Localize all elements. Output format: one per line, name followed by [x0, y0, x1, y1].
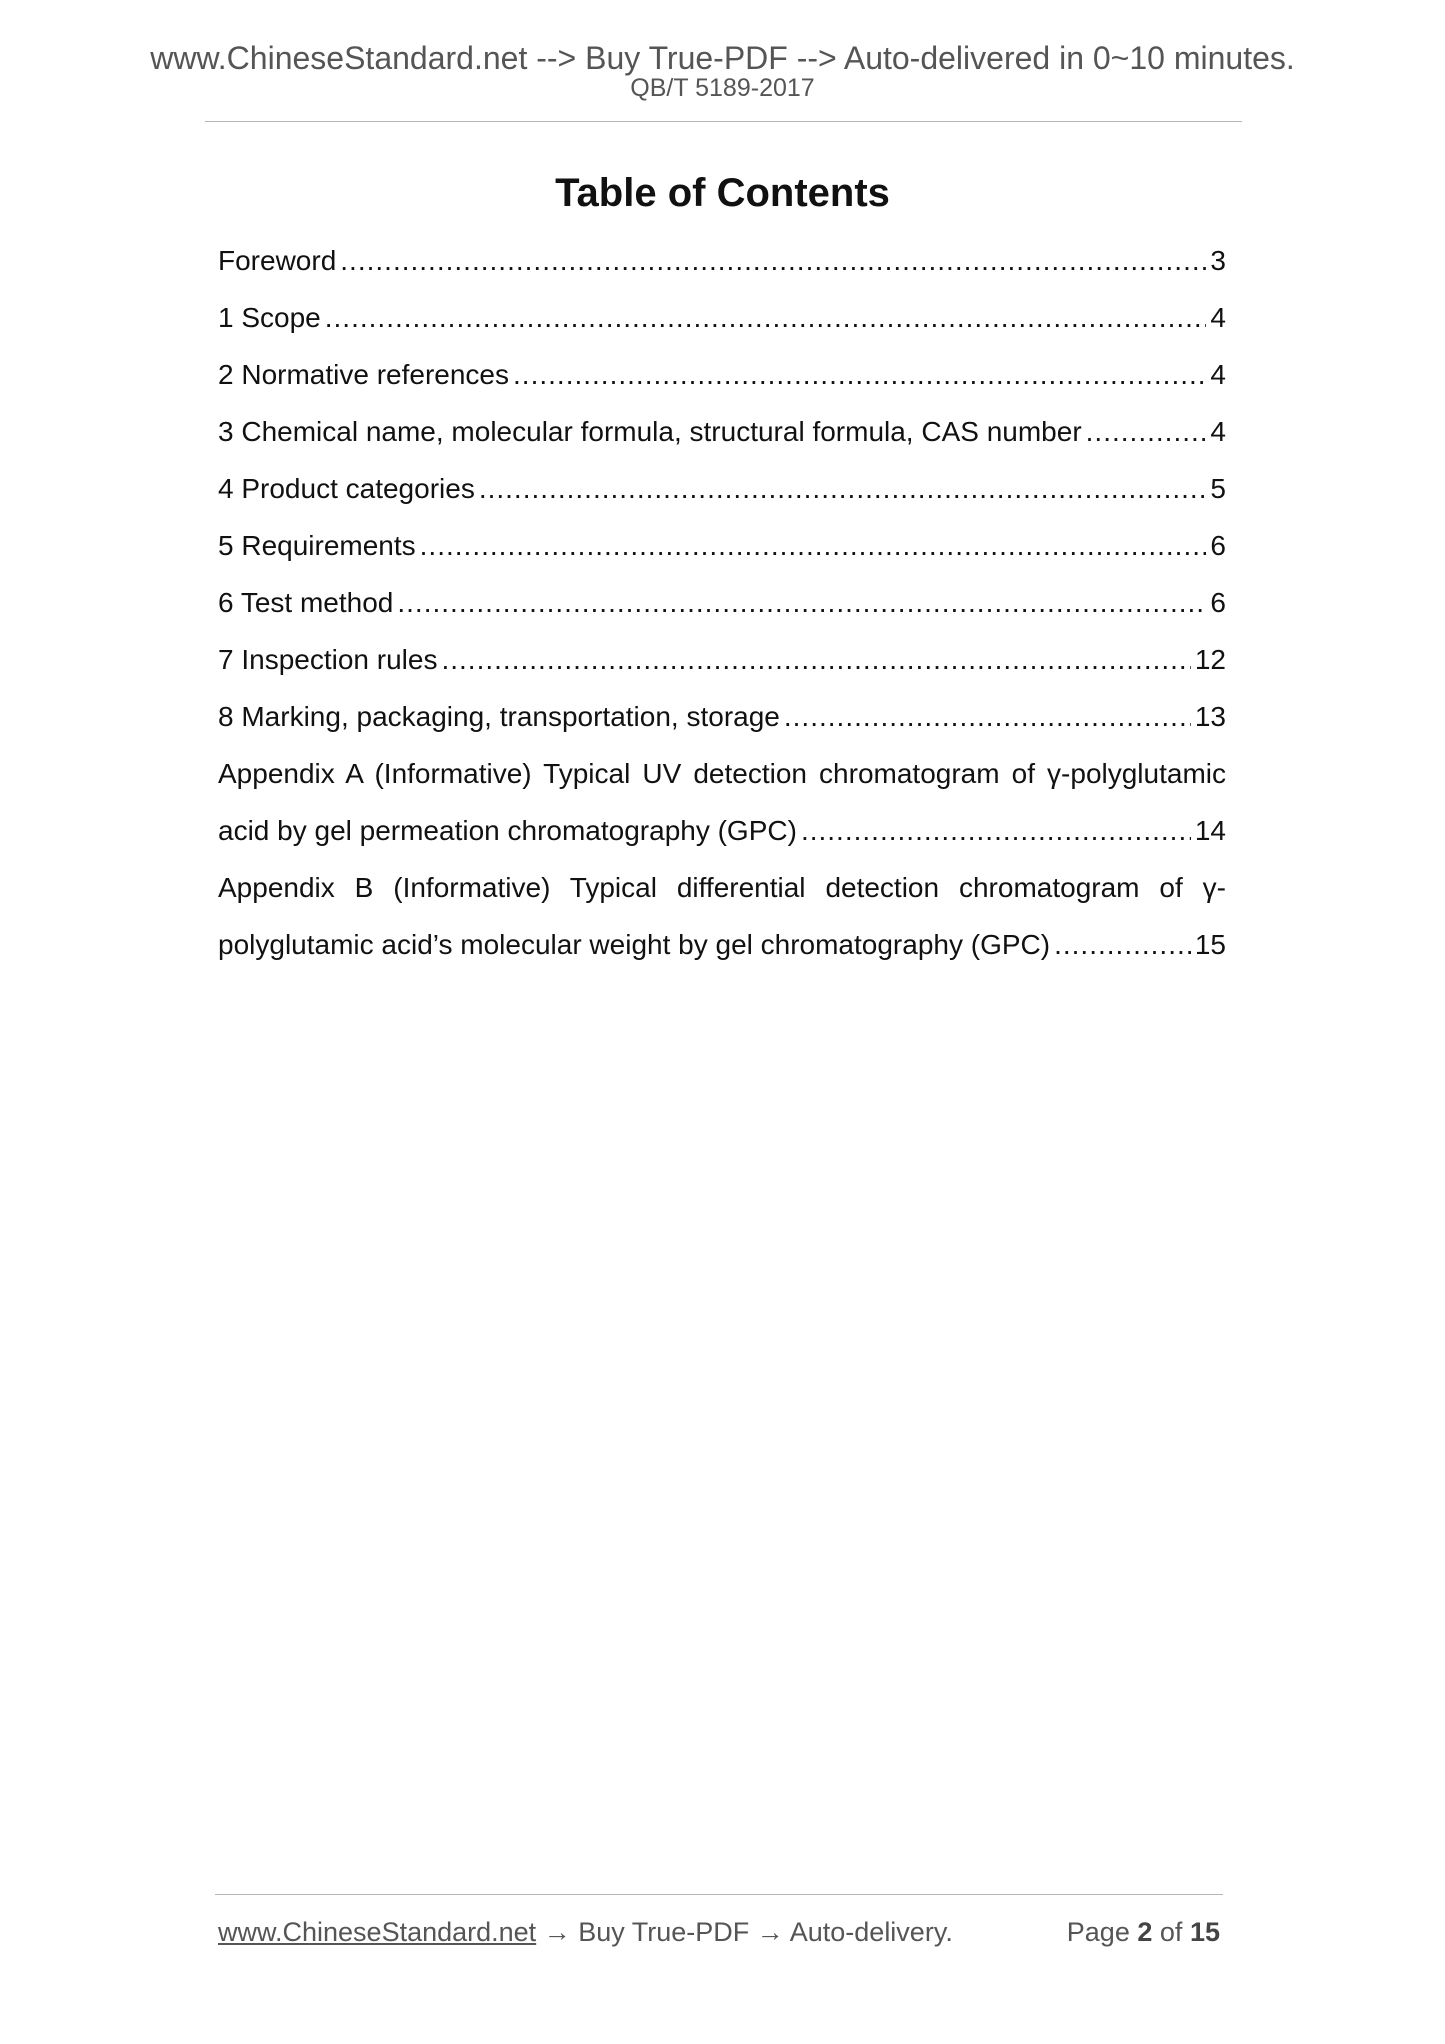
toc-entry-test-method[interactable]	[218, 574, 1226, 631]
toc-entry-appendix-a-line1[interactable]: Appendix A (Informative) Typical UV detection chromatogram of γ-polyglutamic	[218, 758, 1226, 789]
toc-entry-label: polyglutamic acid’s molecular weight by gel chromatography (GPC)	[218, 929, 1051, 960]
toc-leader-dots	[513, 346, 1206, 403]
toc-entry-page: 12	[1194, 644, 1226, 675]
toc-leader-dots	[397, 574, 1206, 631]
toc-entry-page: 4	[1210, 302, 1226, 333]
toc-leader-dots	[801, 802, 1191, 859]
toc-entry-page: 14	[1194, 815, 1226, 846]
toc-entry-label: 7 Inspection rules	[218, 644, 438, 675]
toc-entry-marking-packaging[interactable]	[218, 688, 1226, 745]
toc-entry-requirements[interactable]	[218, 517, 1226, 574]
toc-entry-appendix-b[interactable]	[218, 916, 1226, 973]
toc-entry-label: 6 Test method	[218, 587, 394, 618]
toc-entry-label: 1 Scope	[218, 302, 321, 333]
toc-entry-page: 6	[1210, 587, 1226, 618]
page-prefix: Page	[1066, 1917, 1130, 1947]
top-banner: www.ChineseStandard.net --> Buy True-PDF --> Auto-delivered in 0~10 minutes.	[150, 40, 1295, 76]
footer-left	[218, 1914, 953, 1950]
toc-leader-dots	[420, 517, 1207, 574]
toc-entry-page: 5	[1210, 473, 1226, 504]
page-of: of	[1159, 1917, 1183, 1947]
toc-entry-scope[interactable]	[218, 289, 1226, 346]
toc-leader-dots	[325, 289, 1207, 346]
toc-entry-label: Foreword	[218, 245, 337, 276]
header-divider	[205, 121, 1242, 122]
toc-entry-page: 4	[1210, 359, 1226, 390]
page-total: 15	[1189, 1917, 1220, 1947]
footer-website-link[interactable]: www.ChineseStandard.net	[218, 1917, 537, 1947]
toc-entry-product-categories[interactable]	[218, 460, 1226, 517]
toc-entry-page: 13	[1194, 701, 1226, 732]
standard-code: QB/T 5189-2017	[630, 74, 815, 102]
toc-entry-page: 15	[1194, 929, 1226, 960]
footer-tagline: → Buy True-PDF → Auto-delivery.	[536, 1917, 953, 1947]
page-current: 2	[1137, 1917, 1153, 1947]
toc-leader-dots	[479, 460, 1207, 517]
toc-entry-label: 8 Marking, packaging, transportation, storage	[218, 701, 780, 732]
toc-leader-dots	[441, 631, 1190, 688]
toc-leader-dots	[1054, 916, 1191, 973]
footer-divider	[215, 1894, 1223, 1895]
toc-entry-label: 4 Product categories	[218, 473, 475, 504]
toc-entry-page: 3	[1210, 245, 1226, 276]
page-number	[1067, 1914, 1220, 1950]
toc-entry-label: 3 Chemical name, molecular formula, structural formula, CAS number	[218, 416, 1082, 447]
toc-entry-label: 2 Normative references	[218, 359, 510, 390]
toc-entry-page: 4	[1210, 416, 1226, 447]
toc-leader-dots	[340, 232, 1206, 289]
toc-entry-appendix-a[interactable]	[218, 802, 1226, 859]
toc-leader-dots	[1086, 403, 1207, 460]
page-title: Table of Contents	[555, 171, 890, 215]
toc-leader-dots	[784, 688, 1191, 745]
toc-entry-foreword[interactable]	[218, 232, 1226, 289]
toc-entry-label: acid by gel permeation chromatography (GPC)	[218, 815, 797, 846]
toc-entry-inspection-rules[interactable]	[218, 631, 1226, 688]
page-footer	[218, 1914, 1220, 1950]
table-of-contents	[218, 232, 1226, 973]
toc-entry-page: 6	[1210, 530, 1226, 561]
toc-entry-appendix-b-line1[interactable]: Appendix B (Informative) Typical differential detection chromatogram of γ-	[218, 872, 1226, 903]
toc-entry-chemical-name[interactable]	[218, 403, 1226, 460]
toc-entry-label: 5 Requirements	[218, 530, 416, 561]
toc-entry-normative-references[interactable]	[218, 346, 1226, 403]
